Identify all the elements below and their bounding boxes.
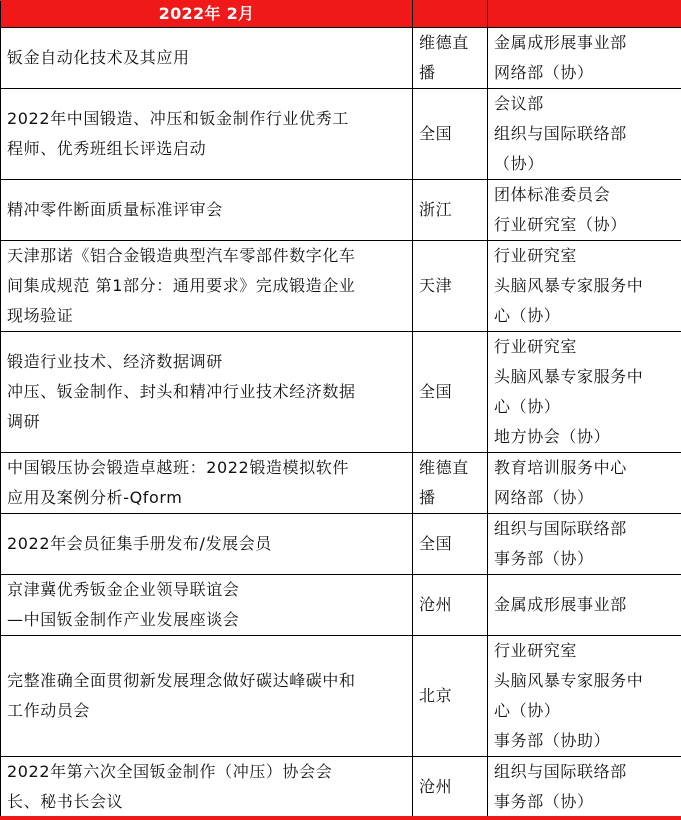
- region-cell: [413, 636, 488, 757]
- department-cell: [488, 241, 681, 332]
- department-cell-line: 头脑风暴专家服务中: [494, 367, 644, 386]
- event-cell-line: 锻造行业技术、经济数据调研: [7, 352, 223, 371]
- event-cell: [1, 514, 413, 575]
- event-cell-line: —中国钣金制作产业发展座谈会: [7, 610, 240, 629]
- department-cell-line: 金属成形展事业部: [494, 595, 627, 614]
- event-cell-line: 调研: [7, 412, 41, 431]
- department-cell-line: 行业研究室（协）: [494, 215, 627, 234]
- table-row: [1, 28, 681, 89]
- department-cell-line: 事务部（协助）: [494, 731, 611, 750]
- event-cell-line: 应用及案例分析-Qform: [7, 488, 183, 507]
- event-cell: [1, 636, 413, 757]
- region-cell-line: 全国: [419, 534, 453, 553]
- event-cell: [1, 89, 413, 180]
- department-cell-line: 金属成形展事业部: [494, 33, 627, 52]
- department-cell: [488, 28, 681, 89]
- department-cell-line: 组织与国际联络部: [494, 124, 627, 143]
- region-cell-line: 沧州: [419, 777, 453, 796]
- department-cell: [488, 636, 681, 757]
- table-row: [1, 636, 681, 757]
- department-cell: [488, 453, 681, 514]
- event-cell-line: 京津冀优秀钣金企业领导联谊会: [7, 580, 240, 599]
- region-cell: [413, 575, 488, 636]
- department-cell-line: 心（协）: [494, 397, 561, 416]
- bottom-accent-bar: [0, 816, 681, 820]
- region-cell-line: 维德直: [419, 33, 469, 52]
- schedule-table-body: [1, 1, 681, 818]
- department-cell-line: 会议部: [494, 94, 544, 113]
- event-cell-line: 完整准确全面贯彻新发展理念做好碳达峰碳中和: [7, 671, 356, 690]
- event-cell-line: 2022年会员征集手册发布/发展会员: [7, 534, 272, 553]
- event-cell: [1, 575, 413, 636]
- event-cell-line: 2022年第六次全国钣金制作（冲压）协会会: [7, 762, 333, 781]
- department-cell-line: 事务部（协）: [494, 792, 594, 811]
- region-cell-line: 沧州: [419, 595, 453, 614]
- region-cell: [413, 332, 488, 453]
- region-cell-line: 全国: [419, 124, 453, 143]
- department-cell: [488, 89, 681, 180]
- event-cell: [1, 241, 413, 332]
- table-row: [1, 757, 681, 818]
- event-cell-line: 长、秘书长会议: [7, 792, 124, 811]
- event-cell-line: 工作动员会: [7, 701, 91, 720]
- department-cell-line: （协）: [494, 154, 544, 173]
- event-cell-line: 程师、优秀班组长评选启动: [7, 139, 207, 158]
- region-cell: [413, 514, 488, 575]
- event-cell-line: 现场验证: [7, 306, 74, 325]
- event-cell-line: 中国锻压协会锻造卓越班：2022锻造模拟软件: [7, 458, 349, 477]
- department-cell: [488, 180, 681, 241]
- table-row: [1, 575, 681, 636]
- department-cell: [488, 332, 681, 453]
- table-row: [1, 514, 681, 575]
- department-cell-line: 心（协）: [494, 306, 561, 325]
- region-cell: [413, 180, 488, 241]
- department-cell-line: 行业研究室: [494, 337, 578, 356]
- event-cell: [1, 28, 413, 89]
- department-cell-line: 头脑风暴专家服务中: [494, 671, 644, 690]
- region-cell: [413, 241, 488, 332]
- department-cell-line: 心（协）: [494, 701, 561, 720]
- department-cell-line: 教育培训服务中心: [494, 458, 627, 477]
- region-cell-line: 维德直: [419, 458, 469, 477]
- event-cell: [1, 453, 413, 514]
- department-cell: [488, 514, 681, 575]
- month-header-row: [1, 1, 681, 28]
- header-spacer-region: [413, 1, 488, 28]
- region-cell: [413, 453, 488, 514]
- region-cell: [413, 89, 488, 180]
- department-cell-line: 行业研究室: [494, 246, 578, 265]
- region-cell: [413, 28, 488, 89]
- header-spacer-dept: [488, 1, 681, 28]
- table-row: [1, 89, 681, 180]
- department-cell-line: 组织与国际联络部: [494, 762, 627, 781]
- department-cell-line: 行业研究室: [494, 641, 578, 660]
- department-cell-line: 地方协会（协）: [494, 427, 611, 446]
- department-cell: [488, 575, 681, 636]
- table-row: [1, 332, 681, 453]
- event-cell-line: 冲压、钣金制作、封头和精冲行业技术经济数据: [7, 382, 356, 401]
- region-cell-line: 播: [419, 63, 436, 82]
- department-cell-line: 组织与国际联络部: [494, 519, 627, 538]
- region-cell-line: 天津: [419, 276, 453, 295]
- department-cell: [488, 757, 681, 818]
- event-cell-line: 2022年中国锻造、冲压和钣金制作行业优秀工: [7, 109, 349, 128]
- region-cell-line: 浙江: [419, 200, 453, 219]
- region-cell-line: 北京: [419, 686, 453, 705]
- event-cell: [1, 180, 413, 241]
- event-cell-line: 精冲零件断面质量标准评审会: [7, 200, 223, 219]
- table-row: [1, 453, 681, 514]
- event-cell: [1, 332, 413, 453]
- department-cell-line: 团体标准委员会: [494, 185, 611, 204]
- event-cell-line: 间集成规范 第1部分：通用要求》完成锻造企业: [7, 276, 356, 295]
- table-row: [1, 241, 681, 332]
- table-row: [1, 180, 681, 241]
- event-cell: [1, 757, 413, 818]
- department-cell-line: 事务部（协）: [494, 549, 594, 568]
- event-cell-line: 钣金自动化技术及其应用: [7, 48, 190, 67]
- event-cell-line: 天津那诺《铝合金锻造典型汽车零部件数字化车: [7, 246, 356, 265]
- region-cell: [413, 757, 488, 818]
- department-cell-line: 头脑风暴专家服务中: [494, 276, 644, 295]
- month-header: 2022年 2月: [1, 1, 413, 28]
- department-cell-line: 网络部（协）: [494, 488, 594, 507]
- department-cell-line: 网络部（协）: [494, 63, 594, 82]
- region-cell-line: 播: [419, 488, 436, 507]
- region-cell-line: 全国: [419, 382, 453, 401]
